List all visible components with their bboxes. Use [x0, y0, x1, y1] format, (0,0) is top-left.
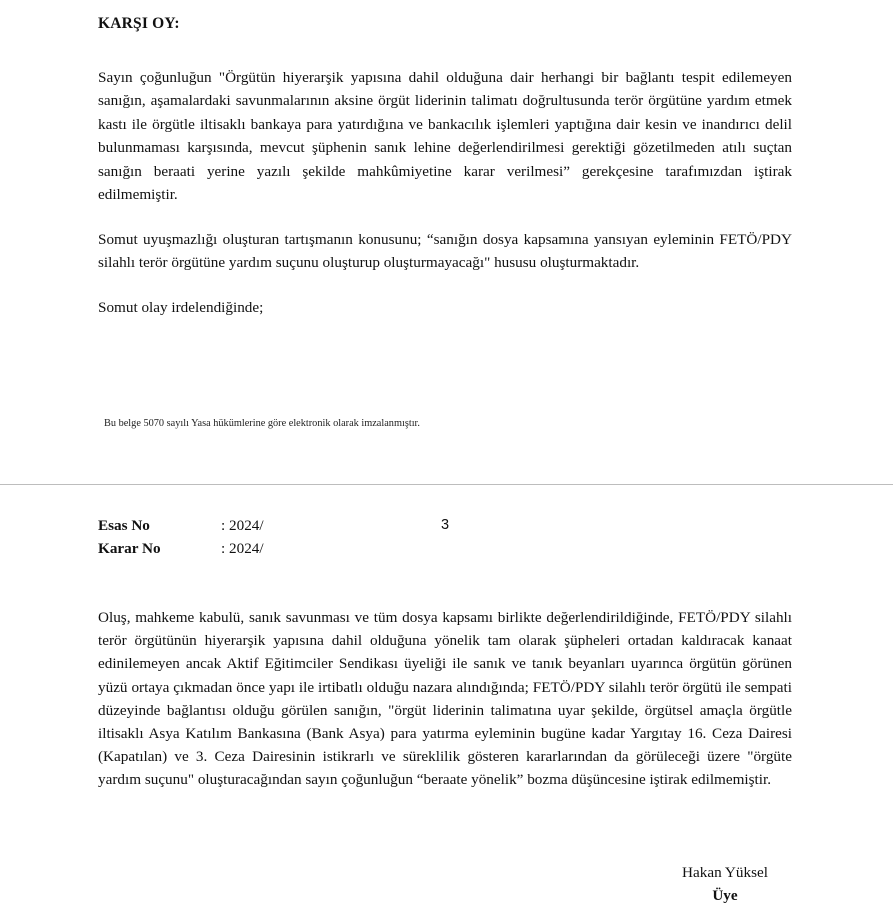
e-signature-footer-note: Bu belge 5070 sayılı Yasa hükümlerine göre elektronik olarak imzalanmıştır. — [104, 418, 420, 429]
esas-no-label: Esas No — [98, 517, 150, 534]
dissent-paragraph-3: Somut olay irdelendiğinde; — [98, 299, 264, 316]
esas-no-row — [98, 517, 264, 535]
signatory-name: Hakan Yüksel — [682, 864, 768, 881]
dissent-heading: KARŞI OY: — [98, 15, 180, 32]
signatory-role: Üye — [712, 887, 738, 904]
document-page-bottom — [0, 487, 893, 910]
dissent-paragraph-4: Oluş, mahkeme kabulü, sanık savunması ve tüm dosya kapsamı birlikte değerlendirildiğinde, FETÖ/PDY silahlı terör örgütünün hiyerarşik yapısına dahil olduğuna yönelik tam olarak şüpheleri ortadan kaldıracak kanaat edinilemeyen ancak Aktif Eğitimciler Sendikası üyeliği ile sanık ve tanık beyanları uyarınca örgütün görünen yüzü ortaya çıkmadan önce yapı ile irtibatlı olduğu nazara alındığında; FETÖ/PDY silahlı terör örgütü ile sempati düzeyinde bağlantısı olduğu görülen sanığın, "örgüt liderinin talimatına uyar şekilde, örgütsel amaçla örgütle iltisaklı Asya Katılım Bankasına (Bank Asya) para yatırma eyleminin bugüne kadar Yargıtay 16. Ceza Dairesi (Kapatılan) ve 3. Ceza Dairesinin istikrarlı ve süreklilik gösteren kararlarından da görüleceği üzere "örgüte yardım suçunu" oluşturacağından sayın çoğunluğun “beraate yönelik” bozma düşüncesine iştirak edilmemiştir. — [98, 609, 792, 789]
dissent-paragraph-1: Sayın çoğunluğun "Örgütün hiyerarşik yapısına dahil olduğuna dair herhangi bir bağlantı tespit edilemeyen sanığın, aşamalardaki savunmalarının aksine örgüt liderinin talimatı doğrultusunda terör örgütüne yardım etmek kastı ile örgütle iltisaklı bankaya para yatırdığına ve bankacılık işlemleri yaptığına dair kesin ve inandırıcı delil bulunmaması karşısında, mevcut şüphenin sanık lehine değerlendirilmesi gerektiği gözetilmeden atılı suçtan sanığın beraati yerine yazılı şekilde mahkûmiyetine karar verilmesi” gerekçesine tarafımızdan iştirak edilmemiştir. — [98, 69, 792, 204]
karar-no-label: Karar No — [98, 540, 161, 557]
esas-no-value: : 2024/ — [221, 517, 264, 534]
dissent-paragraph-2: Somut uyuşmazlığı oluşturan tartışmanın konusunu; “sanığın dosya kapsamına yansıyan eyleminin FETÖ/PDY silahlı terör örgütüne yardım suçunu oluşturup oluşturmayacağı" hususu oluşturmaktadır. — [98, 231, 792, 272]
page-break-divider — [0, 484, 893, 485]
page-number: 3 — [441, 517, 450, 533]
karar-no-value: : 2024/ — [221, 540, 264, 557]
karar-no-row — [98, 540, 264, 558]
signature-block — [660, 861, 790, 907]
